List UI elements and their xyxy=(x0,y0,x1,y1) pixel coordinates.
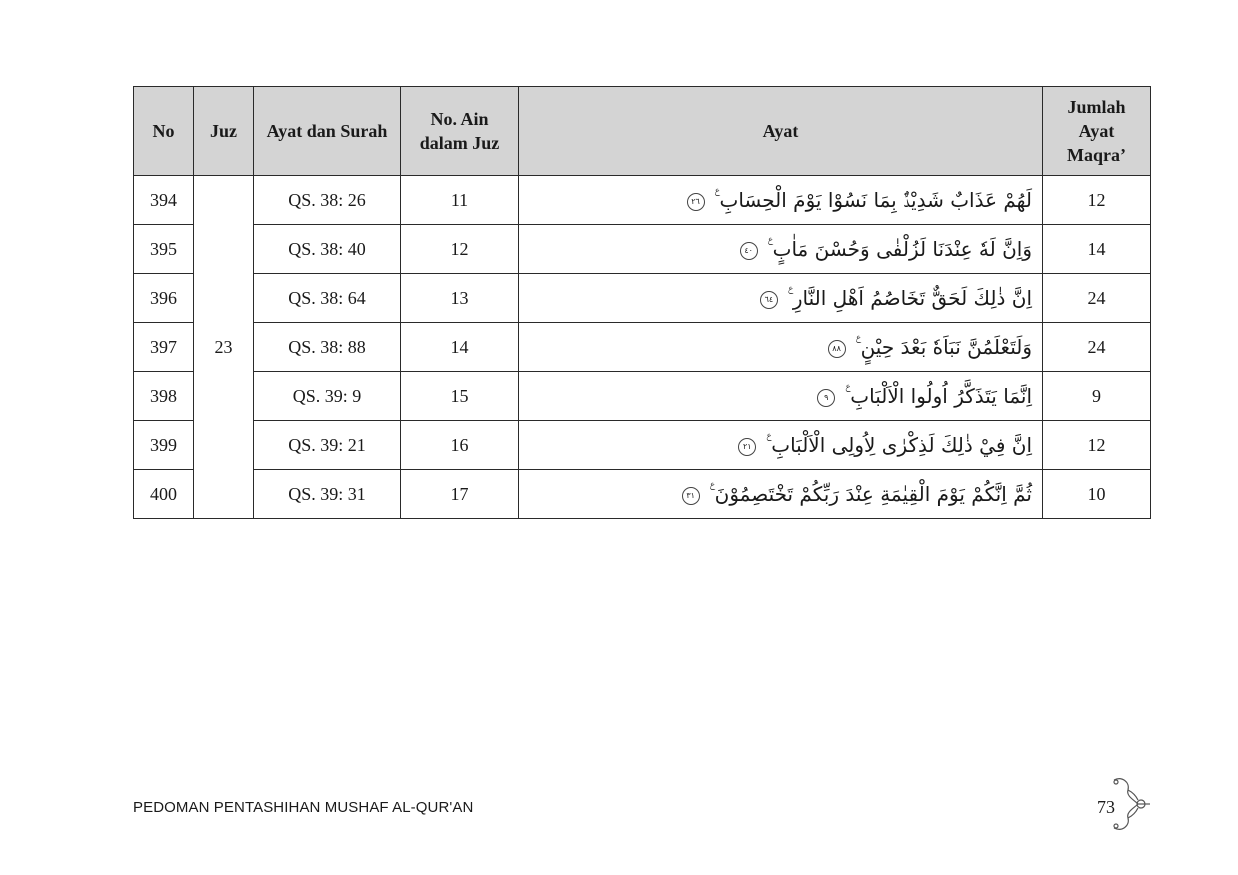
ain-table-container xyxy=(133,86,1151,519)
cell-surah: QS. 38: 40 xyxy=(254,225,401,274)
ayat-text: اِنَّمَا يَتَذَكَّرُ اُولُوا الْاَلْبَابِ ࣖ xyxy=(845,384,1032,408)
ayat-text: وَلَتَعْلَمُنَّ نَبَاَهٗ بَعْدَ حِيْنٍ ࣖ xyxy=(855,335,1032,359)
table-row xyxy=(134,323,1151,372)
cell-ain: 16 xyxy=(401,421,519,470)
cell-ayat xyxy=(519,470,1043,519)
cell-ain: 14 xyxy=(401,323,519,372)
ayat-text: اِنَّ ذٰلِكَ لَحَقٌّ تَخَاصُمُ اَهْلِ النَّارِ ࣖ xyxy=(787,286,1032,310)
cell-surah: QS. 39: 21 xyxy=(254,421,401,470)
ayat-end-marker-icon: ٤٠ xyxy=(740,242,758,260)
ayat-text: ثُمَّ اِنَّكُمْ يَوْمَ الْقِيٰمَةِ عِنْدَ رَبِّكُمْ تَخْتَصِمُوْنَ ࣖ xyxy=(709,482,1032,506)
cell-jumlah: 12 xyxy=(1043,176,1151,225)
cell-no: 400 xyxy=(134,470,194,519)
table-header-row xyxy=(134,87,1151,176)
cell-ayat xyxy=(519,323,1043,372)
table-row xyxy=(134,470,1151,519)
header-no-ain xyxy=(401,87,519,176)
ayat-text: اِنَّ فِيْ ذٰلِكَ لَذِكْرٰى لِاُولِى الْاَلْبَابِ ࣖ xyxy=(766,433,1032,457)
cell-jumlah: 24 xyxy=(1043,274,1151,323)
ain-table xyxy=(133,86,1151,519)
table-row xyxy=(134,421,1151,470)
cell-ayat xyxy=(519,421,1043,470)
table-row xyxy=(134,176,1151,225)
cell-no: 395 xyxy=(134,225,194,274)
cell-ayat xyxy=(519,176,1043,225)
header-jumlah-line2: Ayat xyxy=(1078,121,1115,141)
ayat-end-marker-icon: ٨٨ xyxy=(828,340,846,358)
cell-surah: QS. 38: 64 xyxy=(254,274,401,323)
cell-ain: 17 xyxy=(401,470,519,519)
cell-jumlah: 9 xyxy=(1043,372,1151,421)
header-no: No xyxy=(134,87,194,176)
header-ayat-surah: Ayat dan Surah xyxy=(254,87,401,176)
cell-no: 399 xyxy=(134,421,194,470)
header-jumlah-line3: Maqra’ xyxy=(1067,145,1126,165)
ayat-text: وَاِنَّ لَهٗ عِنْدَنَا لَزُلْفٰى وَحُسْنَ مَاٰبٍ ࣖ xyxy=(767,237,1032,261)
cell-surah: QS. 39: 31 xyxy=(254,470,401,519)
cell-surah: QS. 39: 9 xyxy=(254,372,401,421)
table-row xyxy=(134,274,1151,323)
header-jumlah xyxy=(1043,87,1151,176)
cell-jumlah: 12 xyxy=(1043,421,1151,470)
cell-no: 397 xyxy=(134,323,194,372)
header-no-ain-line1: No. Ain xyxy=(430,109,489,129)
ornament-icon xyxy=(1108,774,1152,834)
footer-title: PEDOMAN PENTASHIHAN MUSHAF AL-QUR'AN xyxy=(133,799,474,816)
header-juz: Juz xyxy=(194,87,254,176)
table-row xyxy=(134,225,1151,274)
header-ayat: Ayat xyxy=(519,87,1043,176)
cell-surah: QS. 38: 88 xyxy=(254,323,401,372)
cell-ayat xyxy=(519,372,1043,421)
ayat-end-marker-icon: ٢٦ xyxy=(687,193,705,211)
ayat-end-marker-icon: ٢١ xyxy=(738,438,756,456)
cell-ayat xyxy=(519,225,1043,274)
cell-juz: 23 xyxy=(194,176,254,519)
table-row xyxy=(134,372,1151,421)
ayat-end-marker-icon: ٣١ xyxy=(682,487,700,505)
cell-jumlah: 14 xyxy=(1043,225,1151,274)
ayat-end-marker-icon: ٦٤ xyxy=(760,291,778,309)
cell-surah: QS. 38: 26 xyxy=(254,176,401,225)
cell-no: 396 xyxy=(134,274,194,323)
cell-ayat xyxy=(519,274,1043,323)
page-number: 73 xyxy=(1097,797,1115,817)
cell-jumlah: 10 xyxy=(1043,470,1151,519)
ayat-text: لَهُمْ عَذَابٌ شَدِيْدٌۢ بِمَا نَسُوْا يَوْمَ الْحِسَابِ ࣖ xyxy=(714,188,1032,212)
cell-ain: 12 xyxy=(401,225,519,274)
ayat-end-marker-icon: ٩ xyxy=(817,389,835,407)
header-jumlah-line1: Jumlah xyxy=(1067,97,1126,117)
header-no-ain-line2: dalam Juz xyxy=(419,133,500,153)
cell-no: 394 xyxy=(134,176,194,225)
cell-ain: 11 xyxy=(401,176,519,225)
cell-ain: 15 xyxy=(401,372,519,421)
cell-jumlah: 24 xyxy=(1043,323,1151,372)
cell-ain: 13 xyxy=(401,274,519,323)
cell-no: 398 xyxy=(134,372,194,421)
